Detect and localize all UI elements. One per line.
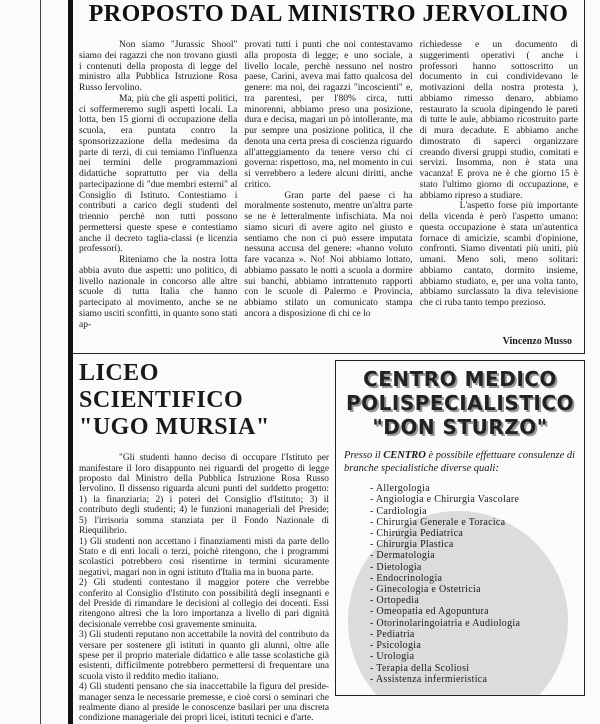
page-edge-rule [40,0,41,724]
intro-text: Presso il [344,450,384,462]
article-column-1 [79,40,237,330]
paragraph: "Gli studenti hanno deciso di occupare l'Istituto per manifestare il loro disappunto nei riguardi del progetto di legge proposto dal Ministro della Pubblica Istruzione Rosa Russo Iervolino. Il dissenso riguarda alcuni punti del suddetto progetto: 1) la finanziaria; 2) i poteri del Consiglio d'Istituto; 3) il contributo degli studenti; 4) le funzioni manageriali del Preside; 5) l'irrisoria somma stanziata per il Fondo Nazionale di Riequilibrio. [79,453,329,537]
specialty-item: - Allergologia [370,483,430,495]
specialty-item: - Terapia della Scoliosi [370,662,470,674]
centro-title-line1: CENTRO MEDICO [363,367,557,392]
centro-title-line3: "DON STURZO" [372,415,548,440]
paragraph: 3) Gli studenti reputano non accettabile la novità del contributo da versare per sostenere gli istituti in quanto gli alunni, oltre alle spese per il proprio materiale didattico e alle tasse scolastiche già esistenti, difficilmente potrebbero permettersi di frequentare una scuola visto il reddito medio italiano. [79,630,329,682]
paragraph: Riteniamo che la nostra lotta abbia avuto due aspetti: uno politico, di livello nazionale in concorso alle altre scuole di tutta Italia che hanno partecipato al movimento, anche se ne siamo usciti sconfitti, in quanto sono stati ap- [79,255,238,330]
liceo-title-line1: LICEO SCIENTIFICO [79,360,244,414]
paragraph: richiedesse e un documento di suggerimenti operativi ( anche i professori hanno sottoscritto un documento in cui condividevano le motivazioni della nostra protesta ), abbiamo rimesso denaro, abbiamo restaurato la scuola dipingendo le pareti di tutte le aule, abbiamo ricostruito parte di mura decadute. E abbiamo anche dimostrato di saperci organizzare creando diversi gruppi studio, comitati e servizi. Insomma, non è stata una vacanza! E prova ne è che giorno 15 è stato l'ultimo giorno di occupazione, e abbiamo ripreso a studiare. [419,40,579,201]
specialty-item: - Omeopatia ed Agopuntura [370,606,489,618]
specialty-item: - Urologia [370,651,415,663]
specialty-item: - Dietologia [370,561,422,573]
centro-title-line2: POLISPECIALISTICO [345,391,575,416]
liceo-article [73,360,329,724]
paragraph: 4) Gli studenti pensano che sia inaccettabile la figura del preside-manager senza le necessarie premesse, e cioè corsi o seminari che realmente diano al preside le conoscenze basilari per una discreta condizione manageriale dei propri licei, istituti tecnici e d'arte. [79,682,329,724]
paragraph: 1) Gli studenti non accettano i finanziamenti misti da parte dello Stato e di enti locali o terzi, poichè ritengono, che i programmi scolastici potrebbero così risentirne in termini sicuramente negativi, magari non in ogni istituto d'Italia ma in buona parte. [79,536,329,578]
paragraph: Non siamo "Jurassic Shool" siamo dei ragazzi che non trovano giusti i contenuti della proposta di legge del ministro alla Pubblica Istruzione Rosa Russo Iervolino. [79,40,238,93]
lower-section [73,360,585,724]
paragraph: Gran parte del paese ci ha moralmente sostenuto, mentre un'altra parte se ne è letteralmente infischiata. Ma noi siamo sicuri di avere agito nel giusto e sentiamo che non ci può essere imputata nessuna accusa del genere: «hanno voluto fare vacanza ». No! Noi abbiamo lottato, abbiamo passato le notti a scuola a dormire sui banchi, abbiamo intrattenuto rapporti con le scuole di Palermo e Provincia, abbiamo stilato un comunicato stampa ancora a disposizione di chi ce lo [244,190,413,319]
specialty-item: - Ortopedia [370,595,420,607]
specialty-item: - Assistenza infermieristica [370,673,488,685]
paragraph: Ma, più che gli aspetti politici, ci soffermeremo sugli aspetti locali. La lotta, ben 15 giorni di occupazione della scuola, era puntata contro la sponsorizzazione della medesima da parte di terzi, di cui temiamo l'influenza nei termini delle programmazioni didattiche soprattutto per via della partecipazione di "due membri esterni" al Consiglio di Istituto. Contestiamo i contributi a carico degli studenti del triennio perchè non tutti possono permettersi queste spese e contestiamo anche il decreto taglia-classi (e licenzia professori). [79,93,238,255]
article-jervolino [73,0,585,354]
centro-medico-ad [335,360,585,696]
specialty-item: - Pediatria [370,628,415,640]
specialty-item: - Cardiologia [370,505,427,517]
specialties-list [370,483,584,685]
article-headline: PROPOSTO DAL MINISTRO JERVOLINO [88,1,569,27]
liceo-title-line2: "UGO MURSIA" [79,414,270,441]
article-column-2 [244,40,412,320]
specialty-item: - Psicologia [370,640,422,652]
intro-text: è possibile effettuare consulenze di branche specialistiche diverse quali: [344,450,576,475]
specialty-item: - Chirurgia Plastica [370,539,454,551]
article-column-3 [420,40,578,309]
specialty-item: - Chirurgia Generale e Toracica [370,516,506,528]
specialty-item: - Otorinolaringoiatria e Audiologia [370,617,521,629]
specialty-item: - Chirurgia Pediatrica [370,528,464,540]
liceo-headline [79,360,329,441]
specialty-item: - Dermatologia [370,550,436,562]
paragraph: L'aspetto forse più importante della vicenda è però l'aspetto umano: questa occupazione è stata un'autentica fornace di amicizie, scambi d'opinione, confronti. Siamo diventati più uniti, più umani. Meno soli, meno solitari: abbiamo cantato, dormito insieme, abbiamo studiato, e, per una volta tanto, abbiamo surclassato la diva televisione che ci ruba tanto tempo prezioso. [419,201,579,308]
specialty-item: - Angiologia e Chirurgia Vascolare [370,494,520,506]
paragraph: 2) Gli studenti contestano il maggior potere che verrebbe conferito al Consiglio d'Istituto con possibilità degli insegnanti e del Preside di rimandare le decisioni al collegio dei docenti. Essi ritengono altresì che la loro importanza a livello di pari dignità decisionale verrebbe così gravemente sminuita. [79,578,329,630]
liceo-article-body [79,453,329,724]
paragraph: provati tutti i punti che noi contestavamo alla proposta di legge; e uno sociale, a livello locale, perchè nessuno nel nostro paese, Carini, aveva mai fatto qualcosa del genere: ma noi, dei ragazzi "incoscienti" e, tra parentesi, per l'80% circa, tutti minorenni, abbiamo preso una posizione, dura e decisa, magari un pò intollerante, ma pur sempre una posizione politica, il che denota una certa presa di coscienza riguardo all'atteggiamento da tenere verso chi ci governa: rispettoso, ma, nel momento in cui si verrebbero a ledere alcuni diritti, anche critico. [244,40,413,190]
specialty-item: - Endocrinologia [370,572,443,584]
centro-intro [344,449,576,475]
article-columns [79,40,578,330]
article-author: Vincenzo Musso [502,336,572,348]
centro-title [336,361,584,439]
specialty-item: - Ginecologia e Ostetricia [370,584,481,596]
intro-centro-bold: CENTRO [383,450,426,462]
page-content [73,0,585,724]
